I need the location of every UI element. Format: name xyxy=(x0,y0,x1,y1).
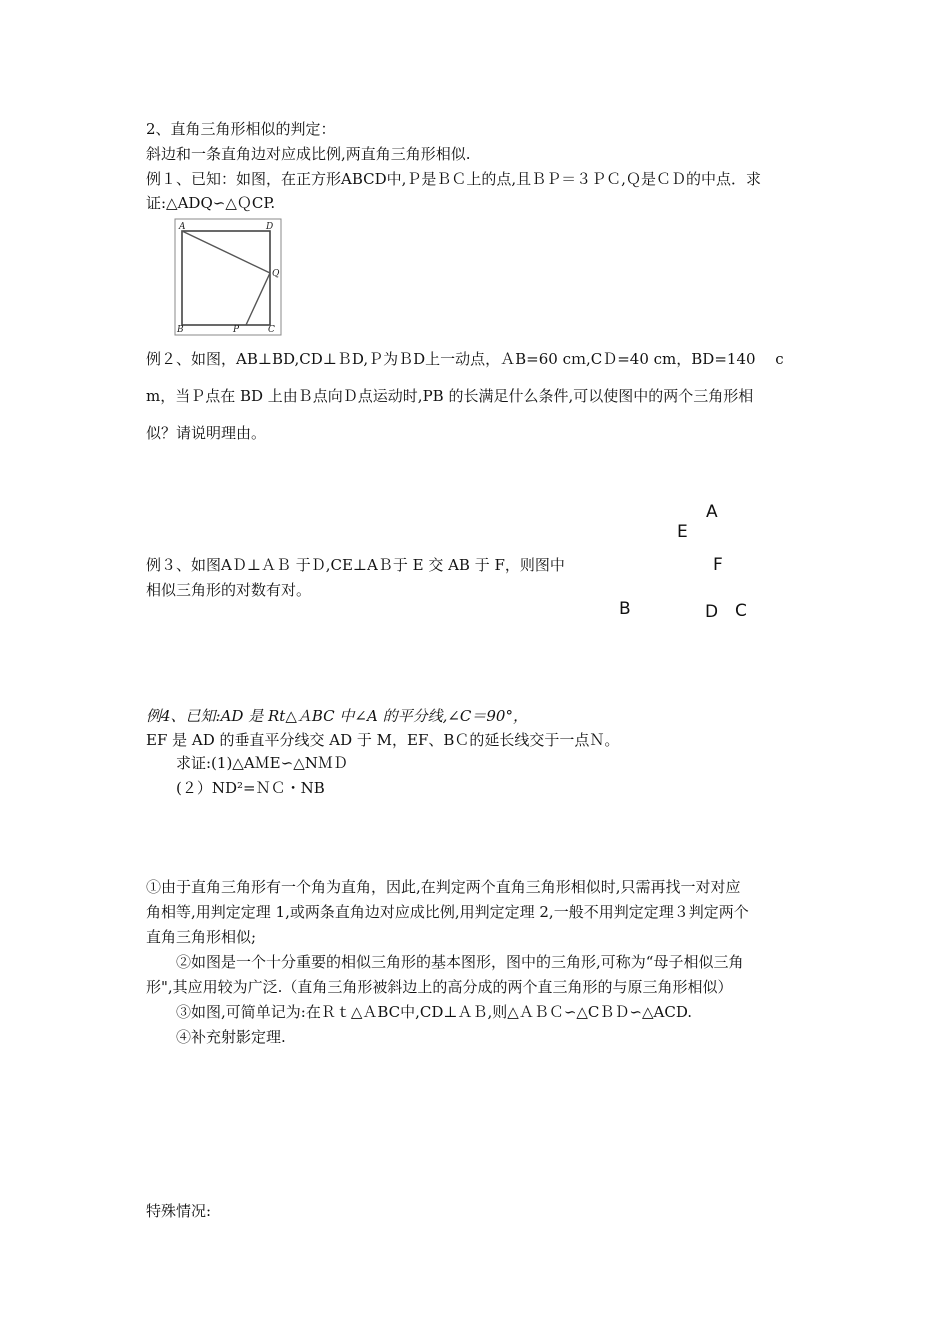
segment-qp xyxy=(246,273,270,325)
label-a: A xyxy=(179,222,186,232)
square-figure xyxy=(174,218,282,336)
note2-line2: 形",其应用较为广泛.（直角三角形被斜边上的高分成的两个直三角形的与原三角形相似） xyxy=(146,978,733,996)
ex3-line1: 例３、如图AＤ⊥ＡＢ 于Ｄ,CE⊥AＢ于 E 交 AB 于 F，则图中 xyxy=(146,556,565,574)
note3: ③如图,可简单记为:在Ｒｔ△ＡBC中,CD⊥ＡＢ,则△ＡＢＣ∽△CＢＤ∽△ACD. xyxy=(176,1003,693,1021)
label-p: P xyxy=(233,325,240,335)
ex1-line2: 证:△ADQ∽△ＱCP. xyxy=(146,194,276,212)
ex4-line1: 例4、已知:AD 是 Rt△ＡBC 中∠A 的平分线,∠C＝90°， xyxy=(146,707,528,725)
rule-text: 斜边和一条直角边对应成比例,两直角三角形相似. xyxy=(146,145,471,163)
ex3-line2: 相似三角形的对数有对。 xyxy=(146,581,312,599)
figure-frame xyxy=(175,219,281,335)
note1-line2: 角相等,用判定定理 1,或两条直角边对应成比例,用判定定理 2,一般不用判定定理３判定两个 xyxy=(146,903,749,921)
ex4-line4: (２）ND²=ＮＣ・NB xyxy=(176,779,325,797)
note1-line1: ①由于直角三角形有一个角为直角，因此,在判定两个直角三角形相似时,只需再找一对对应 xyxy=(146,878,741,896)
note2-line1: ②如图是一个十分重要的相似三角形的基本图形，图中的三角形,可称为“母子相似三角 xyxy=(176,953,744,971)
fig3-label-b: B xyxy=(619,599,631,619)
ex2-line1: 例２、如图，AB⊥BD,CD⊥ＢD,Ｐ为ＢD上一动点，ＡB=60 cｍ,CＤ=40 cm，BD=140 c xyxy=(146,350,784,368)
ex2-line2: m，当Ｐ点在 BD 上由Ｂ点向Ｄ点运动时,PB 的长满足什么条件,可以使图中的两个三角形相 xyxy=(146,387,754,405)
label-q: Q xyxy=(272,269,280,279)
ex4-line3: 求证:(1)△AＭE∽△NＭＤ xyxy=(176,754,348,772)
fig3-label-e: E xyxy=(677,522,688,542)
ex1-line1: 例１、已知：如图，在正方形ABCD中,Ｐ是ＢＣ上的点,且ＢＰ＝３ＰＣ,Ｑ是ＣＤ的中点．求 xyxy=(146,170,761,188)
fig3-label-d: D xyxy=(705,602,719,622)
note1-line3: 直角三角形相似; xyxy=(146,928,257,946)
fig3-label-a: A xyxy=(706,502,718,522)
fig3-label-f: F xyxy=(713,555,723,575)
section-heading: 2、直角三角形相似的判定： xyxy=(146,120,336,138)
label-c: C xyxy=(268,325,275,335)
square-abcd xyxy=(182,231,270,325)
segment-aq xyxy=(182,231,270,273)
ex4-line2: EF 是 AD 的垂直平分线交 AD 于 M，EF、BＣ的延长线交于一点Ｎ。 xyxy=(146,731,620,749)
ex2-line3: 似？请说明理由。 xyxy=(146,424,267,442)
note4: ④补充射影定理. xyxy=(176,1028,286,1046)
label-d: D xyxy=(266,222,274,232)
fig3-label-c: C xyxy=(735,601,747,621)
label-b: B xyxy=(177,325,184,335)
special-case-label: 特殊情况: xyxy=(146,1202,212,1220)
